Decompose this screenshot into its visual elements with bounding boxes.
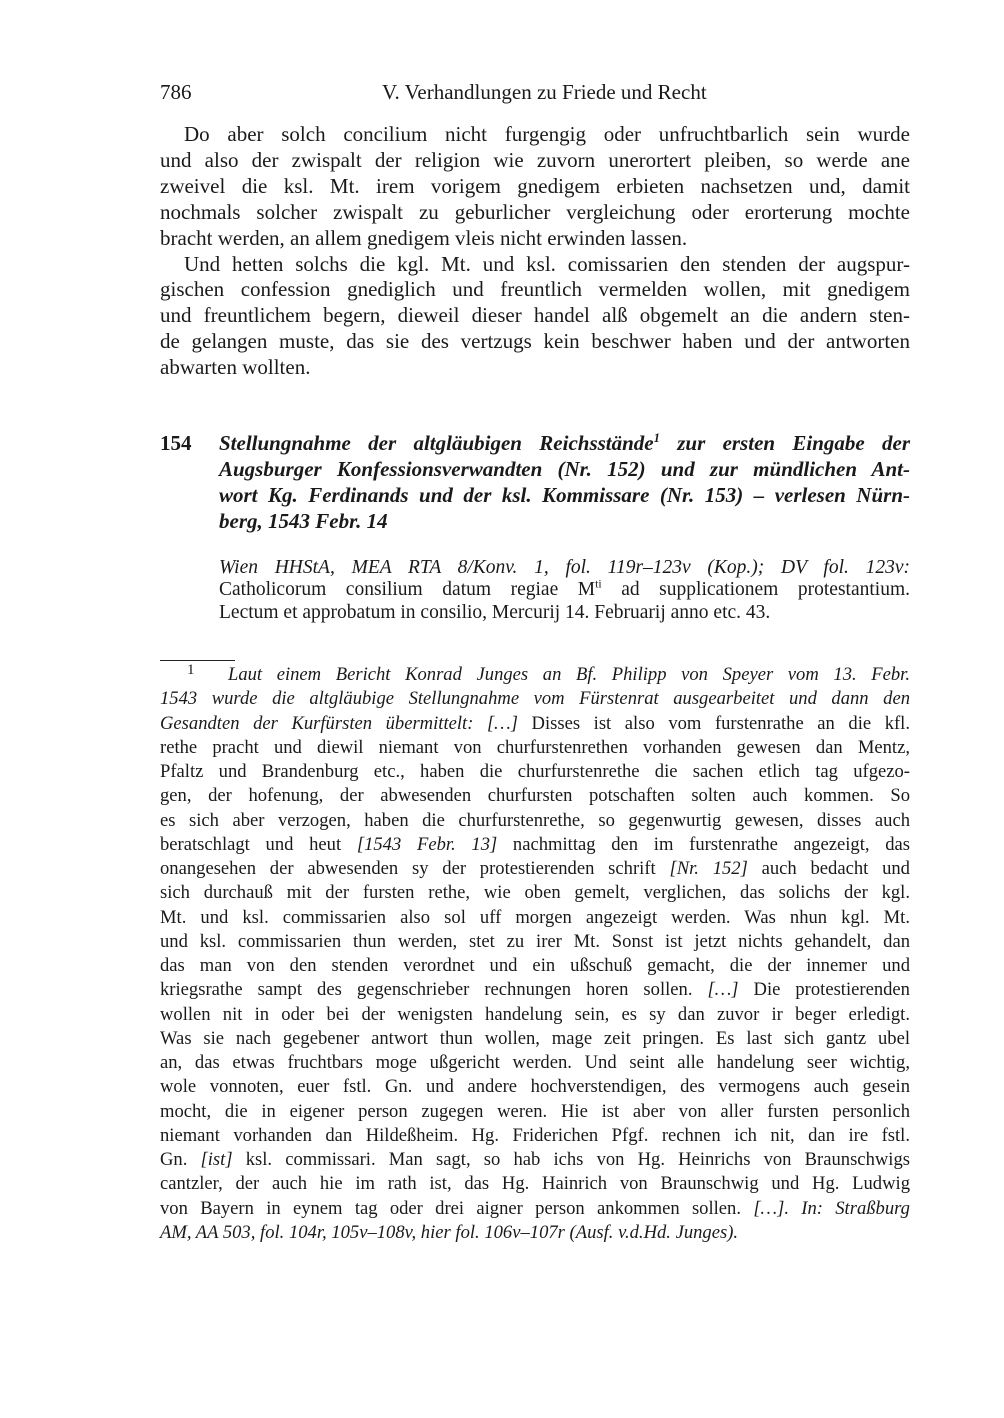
text-span: sich durchauß mit der fursten rethe, wie oben gemelt, verglichen, das solichs der kgl.: [160, 882, 910, 904]
source-line: [219, 579, 910, 601]
footnote-line: [160, 1125, 910, 1147]
text-span: Do aber solch concilium nicht furgengig oder unfruchtbarlich sein wurde: [184, 122, 910, 146]
text-span: [1543 Febr. 13]: [356, 833, 498, 855]
footnote-line: [160, 1149, 910, 1171]
footnote-line: [160, 1198, 910, 1220]
footnote-line: [160, 907, 910, 929]
text-span: […]: [707, 979, 739, 1001]
text-span: und ksl. commissarien thun werden, stet zu irer Mt. Sonst ist jetzt nichts gehandelt, dan: [160, 930, 910, 952]
text-span: Laut einem Bericht Konrad Junges an Bf. Philipp von Speyer vom 13. Febr.: [228, 664, 910, 685]
text-span: Die protestierenden: [738, 979, 910, 1001]
body-line: [160, 226, 687, 251]
text-span: Und hetten solchs die kgl. Mt. und ksl. comissarien den stenden der augspur-: [184, 251, 910, 276]
text-span: gen, der hofenung, der abwesenden churfursten potschaften solten auch kommen. So: [160, 785, 910, 807]
text-span: wort Kg. Ferdinands und der ksl. Kommissare (Nr. 153) – verlesen Nürn-: [219, 483, 910, 507]
text-span: und also der zwispalt der religion wie zuvorn unerortert pleiben, so werde ane: [160, 147, 910, 172]
text-span: das man von den stenden verordnet und ein ußschuß gemacht, die der innemer und: [160, 955, 910, 976]
footnote-line: [160, 1004, 910, 1026]
text-span: niemant vorhanden dan Hildeßheim. Hg. Friderichen Pfgf. rechnen ich nit, dan ire fstl.: [160, 1124, 910, 1146]
text-span: Mt. und ksl. commissarien also sol uff morgen angezeigt werden. Was nhun kgl. Mt.: [160, 906, 910, 928]
body-line: [184, 252, 910, 277]
footnote-line: [160, 688, 910, 710]
body-line: [160, 329, 910, 354]
footnote-line: [160, 1076, 910, 1098]
footnote-line: [160, 955, 910, 977]
footnote-line: [160, 737, 910, 759]
text-span: Disses ist also vom furstenrathe an die kfl.: [517, 712, 911, 734]
text-span: an, das etwas fruchtbars moge ußgericht werden. Und seint alle handelung seer wichtig,: [160, 1052, 910, 1073]
title-line: [219, 457, 910, 482]
footnote-line: [160, 1052, 910, 1074]
source-line: [219, 602, 770, 624]
text-span: AM, AA 503, fol. 104r, 105v–108v, hier fol. 106v–107r (Ausf. v.d.Hd. Junges).: [160, 1221, 739, 1243]
text-span: nochmals solcher zwispalt zu geburlicher vergleichung oder erorterung mochte: [160, 199, 910, 224]
text-span: rethe pracht und diewil niemant von churfurstenrethen vorhanden gewesen dan Mentz,: [160, 736, 910, 758]
title-line: [219, 483, 910, 508]
text-span: cantzler, der auch hie im rath ist, das Hg. Hainrich von Braunschwig und Hg. Ludwig: [160, 1173, 910, 1195]
text-span: kriegsrathe sampt des gegenschrieber rechnungen horen sollen.: [160, 979, 708, 1001]
footnote-reference: 1: [653, 431, 660, 445]
text-span: wollen nit in oder bei der wenigsten handelung sein, es sy dan zuvor ir beger erledigt.: [160, 1003, 910, 1025]
text-span: von Bayern in eynem tag oder drei aigner person ankommen sollen.: [160, 1197, 754, 1219]
text-span: beratschlagt und heut: [160, 833, 357, 855]
text-span: Wien HHStA, MEA RTA 8/Konv. 1, fol. 119r–123v (Kop.); DV fol. 123v:: [219, 557, 910, 578]
text-span: Augsburger Konfessionsverwandten (Nr. 152) und zur mündlichen Ant-: [219, 457, 910, 481]
text-span: bracht werden, an allem gnedigem vleis nicht erwinden lassen.: [160, 225, 688, 250]
body-line: [160, 148, 910, 173]
text-span: Stellungnahme der altgläubigen Reichsstände: [219, 431, 654, 455]
text-span: Gn.: [160, 1149, 201, 1170]
running-title: V. Verhandlungen zu Friede und Recht: [382, 80, 707, 104]
text-span: ksl. commissari. Man sagt, so hab ichs von Hg. Heinrichs von Braunschwigs: [232, 1149, 910, 1170]
text-span: [ist]: [200, 1149, 233, 1170]
footnote-line: [160, 761, 910, 783]
footnote-line: [160, 979, 910, 1001]
footnote-line: [160, 785, 910, 807]
text-span: […]. In: Straßburg: [753, 1197, 910, 1219]
body-line: [160, 355, 310, 380]
text-span: 1543 wurde die altgläubige Stellungnahme vom Fürstenrat ausgearbeitet und dann den: [160, 688, 910, 710]
text-span: nachmittag den im furstenrathe angezeigt, das: [497, 833, 910, 855]
footnote-line: [160, 810, 910, 832]
title-line: [219, 431, 910, 456]
footnote-marker: 1: [187, 662, 195, 678]
text-span: abwarten wollten.: [160, 355, 311, 380]
text-span: berg, 1543 Febr. 14: [219, 509, 388, 533]
text-span: zweivel die ksl. Mt. irem vorigem gnedigem erbieten nachsetzen und, damit: [160, 173, 910, 198]
footnote-line: [160, 834, 910, 856]
text-span: de gelangen muste, das sie des vertzugs kein beschwer haben und der antworten: [160, 329, 910, 354]
page-number: 786: [160, 80, 192, 104]
footnote-line: [160, 882, 910, 904]
text-span: zur ersten Eingabe der: [659, 431, 911, 455]
document-number: 154: [160, 431, 192, 455]
footnote-line: [160, 1101, 910, 1123]
text-span: Was sie nach gegebener antwort thun wollen, mage zeit pringen. Es last sich gantz ubel: [160, 1027, 910, 1049]
text-span: gischen confession gnediglich und freuntlich vermelden wollen, mit gnedigem: [160, 277, 910, 302]
footnote-line: [160, 1222, 738, 1244]
body-line: [184, 122, 910, 147]
text-span: wole vonnoten, euer fstl. Gn. und andere hochverstendigen, des vermogens auch gesein: [160, 1076, 910, 1098]
body-line: [160, 277, 910, 302]
text-span: onangesehen der abwesenden sy der protestierenden schrift: [160, 858, 670, 879]
footnote-line: [160, 1028, 910, 1050]
text-span: und freuntlichem begern, dieweil dieser handel alß obgemelt an die andern sten-: [160, 303, 910, 328]
body-line: [160, 174, 910, 199]
body-line: [160, 200, 910, 225]
text-span: auch bedacht und: [747, 858, 910, 879]
footnote-line: [160, 931, 910, 953]
footnote-line: [160, 1173, 910, 1195]
title-line: [219, 509, 388, 534]
footnote-rule: [160, 660, 235, 661]
text-span: ad supplicationem protestantium.: [601, 579, 911, 601]
text-span: Gesandten der Kurfürsten übermittelt: […]: [160, 712, 518, 734]
text-span: Lectum et approbatum in consilio, Mercurij 14. Februarij anno etc. 43.: [219, 601, 771, 623]
footnote-line: [228, 664, 910, 686]
source-line: [219, 557, 910, 579]
text-span: Pfaltz und Brandenburg etc., haben die churfurstenrethe die sachen etlich tag ufgezo-: [160, 761, 910, 782]
text-span: es sich aber verzogen, haben die churfurstenrethe, so gegenwurtig gewesen, disses auch: [160, 809, 910, 831]
text-span: Catholicorum consilium datum regiae M: [219, 579, 596, 601]
text-span: [Nr. 152]: [669, 858, 748, 879]
body-line: [160, 303, 910, 328]
text-span: mocht, die in eigener person zugegen weren. Hie ist aber von aller fursten personlich: [160, 1100, 910, 1122]
footnote-line: [160, 858, 910, 880]
footnote-line: [160, 713, 910, 735]
footnote-reference: ti: [595, 577, 602, 591]
